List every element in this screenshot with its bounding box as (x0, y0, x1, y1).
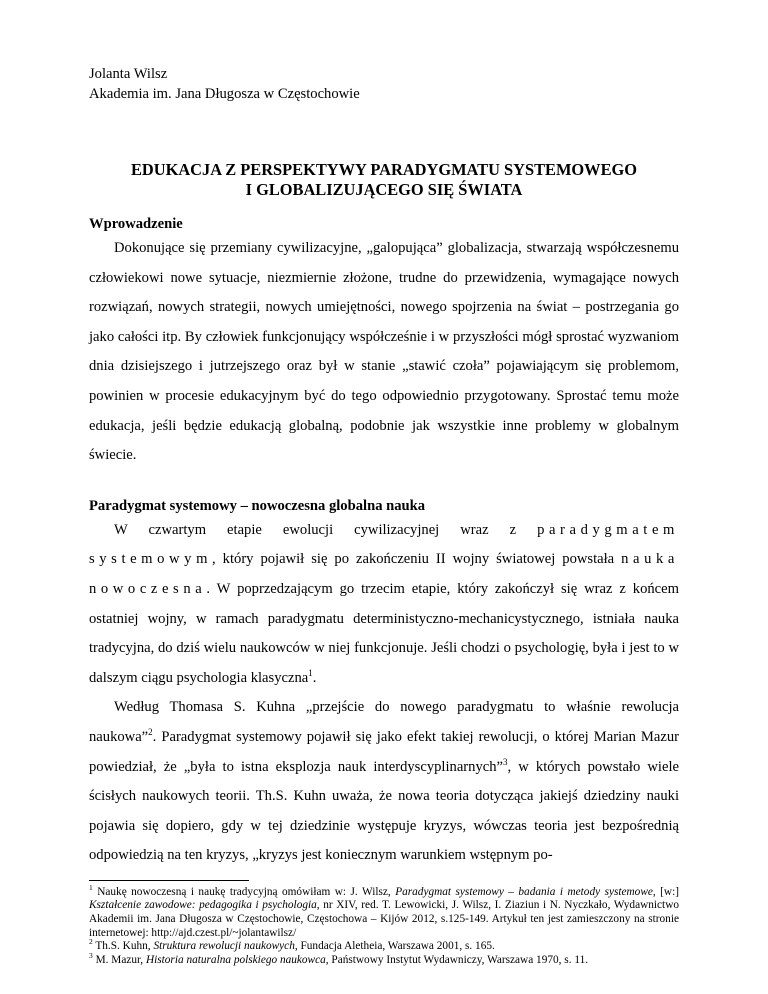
p1-text-a: W czwartym etapie ewolucji cywilizacyjnej wraz z (114, 521, 538, 538)
footnote-text: , Państwowy Instytut Wydawniczy, Warszawa 1970, s. 11. (325, 953, 589, 966)
footnote-2 (89, 937, 679, 954)
footnote-1 (89, 883, 679, 940)
p1-text-f: . (312, 669, 317, 686)
paradigm-paragraph-2 (89, 693, 679, 871)
footnote-ref-2[interactable]: 2 (148, 727, 153, 738)
paradigm-paragraph-1 (89, 516, 679, 694)
footnote-text: , [w:] (652, 885, 679, 898)
footnote-text: , nr XIV, red. T. Lewowicki, J. Wilsz, I. Ziaziun i N. Nyczkało, Wydawnictwo Akademii im. Jana Długosza w Częstochowie, Częstochowa – Kijów 2012, s.125-149. Artykuł ten jest zamieszczony na stronie internetowej: http://ajd.czest.pl/~jolantawilsz/ (89, 899, 679, 939)
document-page (89, 64, 679, 967)
title-line-1: EDUKACJA Z PERSPEKTYWY PARADYGMATU SYSTEMOWEGO (130, 160, 638, 179)
footnote-italic-title: Struktura rewolucji naukowych (153, 940, 295, 953)
footnote-number: 1 (89, 883, 93, 893)
footnote-number: 3 (89, 951, 93, 961)
footnote-text: , Fundacja Aletheia, Warszawa 2001, s. 165. (294, 940, 495, 953)
paper-title (89, 160, 679, 200)
footnote-italic-title: Historia naturalna polskiego naukowca (145, 953, 326, 966)
p2-text-a: Według Thomasa S. Kuhna „przejście do nowego paradygmatu to właśnie rewolucja naukowa” (89, 699, 679, 745)
footnote-italic-title: Paradygmat systemowy – badania i metody systemowe (395, 885, 653, 898)
p1-text-e: . W poprzedzającym go trzecim etapie, który zakończył się wraz z końcem ostatniej wojny, w ramach paradygmatu deterministyczno-mechanicystycznego, istniała nauka tradycyjna, do dziś wielu naukowców w niej funkcjonuje. Jeśli chodzi o psychologię, była i jest to w dalszym ciągu psychologia klasyczna (89, 580, 679, 686)
p2-text-b: . Paradygmat systemowy pojawił się jako efekt takiej rewolucji, o której Marian Mazur powiedział, że „była to istna eksplozja nauk interdyscyplinarnych” (89, 728, 679, 775)
section-heading-intro: Wprowadzenie (89, 216, 183, 232)
footnotes (89, 883, 679, 968)
footnote-text: Th.S. Kuhn, (95, 940, 154, 953)
intro-paragraph: Dokonujące się przemiany cywilizacyjne, „galopująca” globalizacja, stwarzają współczesnemu człowiekowi nowe sytuacje, niezmiernie złożone, trudne do przewidzenia, wymagające nowych rozwiązań, nowych strategii, nowych umiejętności, nowego spojrzenia na świat – postrzegania go jako całości itp. By człowiek funkcjonujący współcześnie i w przyszłości mógł sprostać wyzwaniom dnia dzisiejszego i jutrzejszego oraz był w stanie „stawić czoła” pojawiającym się problemom, powinien w procesie edukacyjnym być do tego odpowiednio przygotowany. Sprostać temu może edukacja, jeśli będzie edukacją globalną, podobnie jak wszystkie inne problemy w globalnym świecie. (89, 240, 679, 464)
footnote-italic-title: Kształcenie zawodowe: pedagogika i psychologia (89, 899, 317, 912)
author-name: Jolanta Wilsz (89, 66, 168, 82)
section-heading-paradigm: Paradygmat systemowy – nowoczesna globalna nauka (89, 497, 426, 514)
footnote-text: Naukę nowoczesną i naukę tradycyjną omówiłam w: J. Wilsz, (97, 885, 396, 898)
title-line-2: I GLOBALIZUJĄCEGO SIĘ ŚWIATA (245, 180, 523, 199)
footnote-divider (89, 880, 249, 881)
p2-text-c: , w których powstało wiele ścisłych naukowych teorii. Th.S. Kuhn uważa, że nowa teoria dotycząca jakiejś dziedziny nauki pojawia się dopiero, gdy w tej dziedzinie występuje kryzys, wówczas teoria jest bezpośrednią odpowiedzią na ten kryzys, „kryzys jest koniecznym warunkiem wstępnym po- (89, 758, 679, 864)
author-affiliation: Akademia im. Jana Długosza w Częstochowie (89, 86, 360, 102)
footnote-number: 2 (89, 937, 93, 947)
footnote-text: M. Mazur, (95, 953, 146, 966)
spaced-term-science: nauka nowoczesna (89, 551, 679, 597)
footnote-3 (89, 951, 679, 968)
author-block (89, 64, 679, 104)
spaced-term-paradigm: paradygmatem systemowym (89, 521, 679, 568)
p1-text-c: , który pojawił się po zakończeniu II wojny światowej powstała (212, 551, 622, 568)
footnote-ref-3[interactable]: 3 (503, 756, 508, 767)
footnote-ref-1[interactable]: 1 (308, 667, 313, 678)
